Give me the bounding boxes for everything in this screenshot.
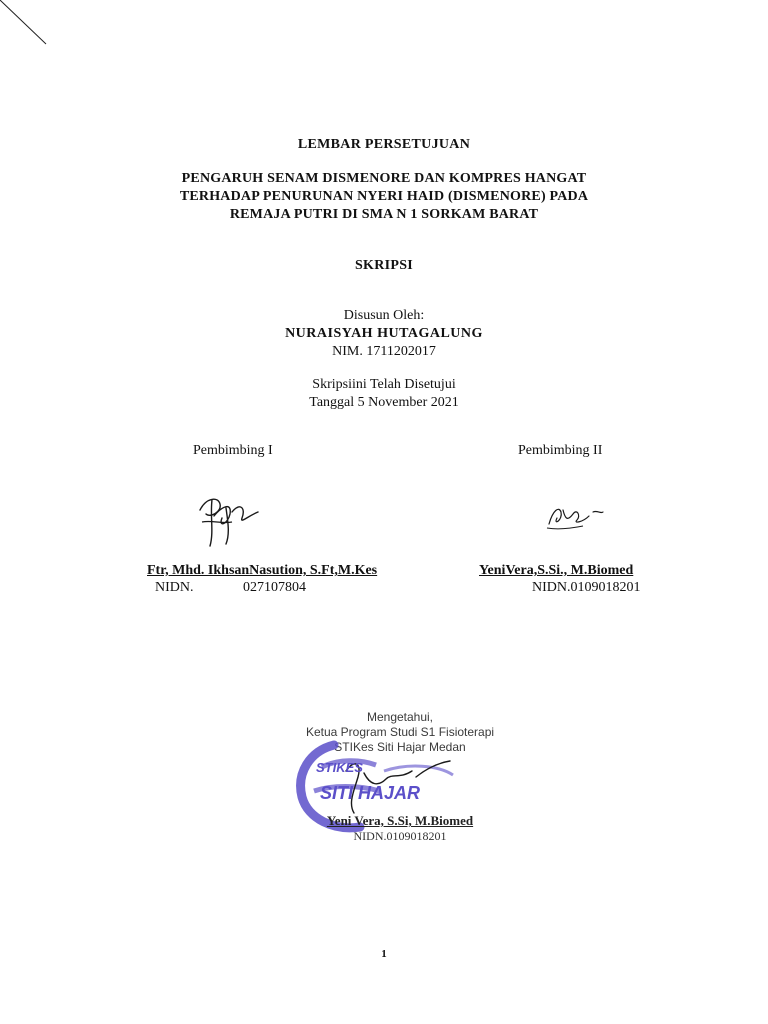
advisor1-label: Pembimbing I xyxy=(193,443,273,458)
thesis-title-line: REMAJA PUTRI DI SMA N 1 SORKAM BARAT xyxy=(229,207,539,222)
corner-fold-line xyxy=(0,0,60,60)
page-number: 1 xyxy=(381,948,387,960)
approval-stamp-block xyxy=(280,705,520,845)
advisor2-name: YeniVera,S.Si., M.Biomed xyxy=(479,563,634,578)
advisor1-name: Ftr, Mhd. IkhsanNasution, S.Ft,M.Kes xyxy=(147,563,378,578)
advisor2-label: Pembimbing II xyxy=(518,443,603,458)
approval-statement: Skripsiini Telah Disetujui xyxy=(312,377,456,392)
advisor2-signature xyxy=(543,500,607,534)
document-title: LEMBAR PERSETUJUAN xyxy=(297,137,471,152)
document-type: SKRIPSI xyxy=(354,258,414,273)
seal-text-stikes: STIKES xyxy=(316,760,363,775)
program-head-name: Yeni Vera, S.Si, M.Biomed xyxy=(326,813,474,828)
compiled-by-label: Disusun Oleh: xyxy=(343,308,425,323)
advisor1-signature xyxy=(192,488,262,552)
advisor1-nidn-value: 027107804 xyxy=(243,580,306,595)
thesis-title xyxy=(0,170,768,224)
known-label: Mengetahui, xyxy=(366,710,434,724)
advisor2-nidn: NIDN.0109018201 xyxy=(532,580,641,595)
institution-name: STIKes Siti Hajar Medan xyxy=(334,740,466,754)
thesis-title-line: PENGARUH SENAM DISMENORE DAN KOMPRES HANGAT xyxy=(181,171,587,186)
approval-date: Tanggal 5 November 2021 xyxy=(309,395,459,410)
author-name: NURAISYAH HUTAGALUNG xyxy=(285,326,483,341)
thesis-title-line: TERHADAP PENURUNAN NYERI HAID (DISMENORE) PADA xyxy=(179,189,589,204)
author-nim: NIM. 1711202017 xyxy=(332,344,436,359)
advisor1-nidn-label: NIDN. xyxy=(155,580,194,595)
seal-text-siti-hajar: SITI HAJAR xyxy=(320,783,421,803)
program-head-nidn: NIDN.0109018201 xyxy=(353,829,447,843)
program-head-position: Ketua Program Studi S1 Fisioterapi xyxy=(305,725,495,739)
